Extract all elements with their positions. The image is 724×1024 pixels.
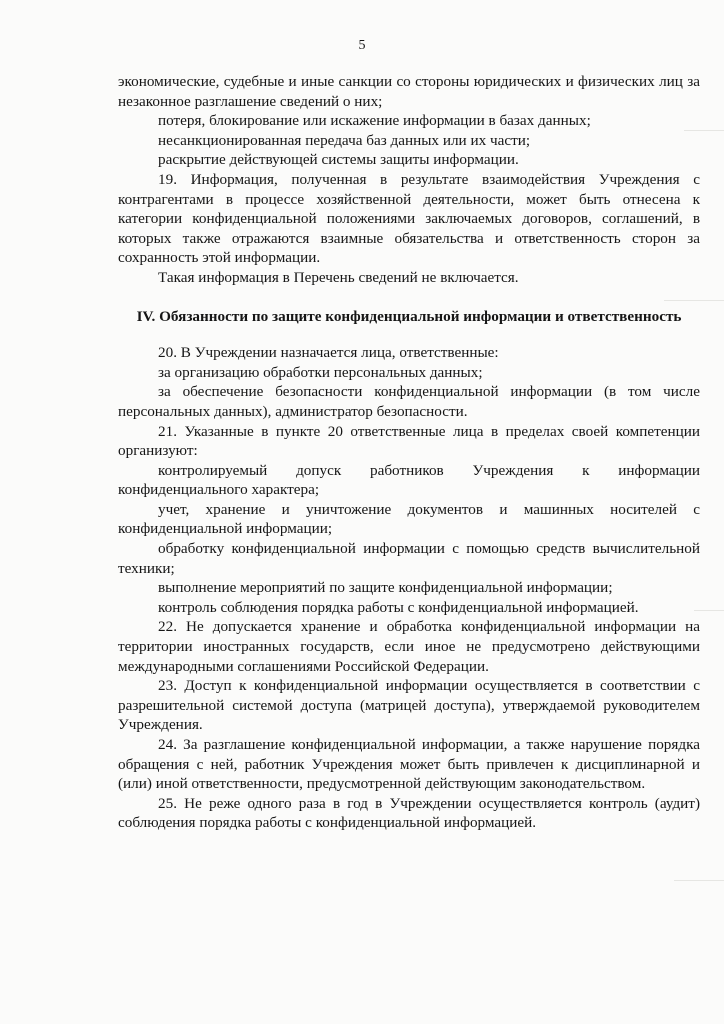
section-heading: IV. Обязанности по защите конфиденциальной информации и ответственность: [136, 307, 682, 325]
document-body: [118, 72, 700, 833]
list-item: за обеспечение безопасности конфиденциальной информации (в том числе персональных данных), администратор безопасности.: [118, 383, 700, 420]
paragraph-item-20: 20. В Учреждении назначается лица, ответственные:: [158, 344, 499, 362]
paragraph: потеря, блокирование или искажение информации в базах данных;: [158, 112, 591, 130]
paragraph-item-22: 22. Не допускается хранение и обработка конфиденциальной информации на территории иностранных государств, если иное не предусмотрено действующими международными соглашениями Российской Федерации.: [118, 618, 700, 675]
list-item: учет, хранение и уничтожение документов и машинных носителей с конфиденциальной информации;: [118, 500, 700, 538]
paragraph-item-24: 24. За разглашение конфиденциальной информации, а также нарушение порядка обращения с ней, работник Учреждения может быть привлечен к дисциплинарной и (или) иной ответственности, предусмотренной действующим законодательством.: [118, 736, 700, 793]
paragraph-item-19: 19. Информация, полученная в результате взаимодействия Учреждения с контрагентами в процессе хозяйственной деятельности, может быть отнесена к категории конфиденциальной положениями заключаемых договоров, соглашений, в которых также отражаются взаимные обязательства и ответственность сторон за сохранность этой информации.: [118, 170, 700, 267]
list-item: контроль соблюдения порядка работы с конфиденциальной информацией.: [158, 598, 639, 616]
list-item: контролируемый допуск работников Учреждения к информации конфиденциального характера;: [118, 461, 700, 499]
list-item: обработку конфиденциальной информации с помощью средств вычислительной техники;: [118, 540, 700, 577]
paragraph-item-25: 25. Не реже одного раза в год в Учреждении осуществляется контроль (аудит) соблюдения порядка работы с конфиденциальной информацией.: [118, 794, 700, 832]
scan-artifact: [694, 610, 724, 611]
page-number: 5: [358, 38, 366, 53]
scan-artifact: [664, 300, 724, 301]
paragraph: несанкционированная передача баз данных или их части;: [158, 131, 531, 149]
paragraph-item-21: 21. Указанные в пункте 20 ответственные лица в пределах своей компетенции организуют:: [118, 422, 700, 460]
scan-artifact: [674, 880, 724, 881]
paragraph: Такая информация в Перечень сведений не включается.: [158, 268, 519, 286]
list-item: за организацию обработки персональных данных;: [158, 363, 483, 381]
paragraph: раскрытие действующей системы защиты информации.: [158, 151, 519, 169]
list-item: выполнение мероприятий по защите конфиденциальной информации;: [158, 579, 613, 597]
paragraph: экономические, судебные и иные санкции со стороны юридических и физических лиц за незаконное разглашение сведений о них;: [118, 73, 700, 110]
paragraph-item-23: 23. Доступ к конфиденциальной информации осуществляется в соответствии с разрешительной системой доступа (матрицей доступа), утверждаемой руководителем Учреждения.: [118, 677, 700, 734]
scan-artifact: [684, 130, 724, 131]
